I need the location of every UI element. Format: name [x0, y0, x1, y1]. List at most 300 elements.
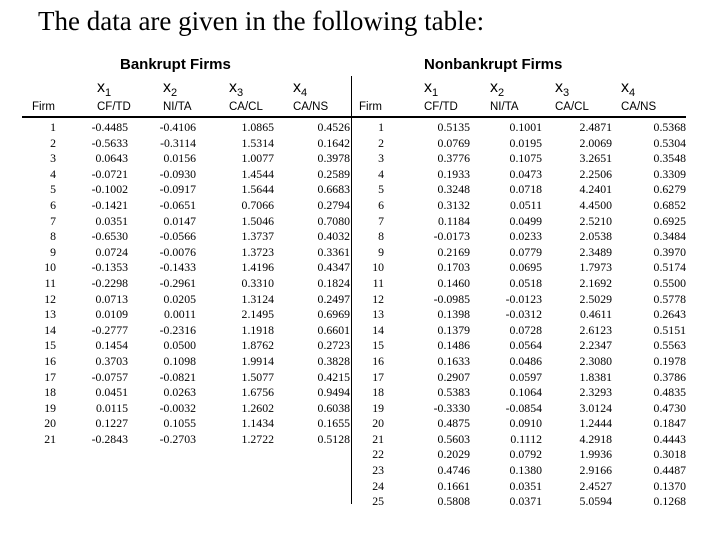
table-row [22, 136, 350, 152]
table-row [22, 338, 350, 354]
table-row [22, 370, 350, 386]
cftd-cell: 0.1460 [437, 275, 470, 290]
firm-cell: 3 [378, 151, 384, 166]
cans-cell: 0.2497 [317, 291, 350, 306]
cftd-cell: -0.1002 [91, 182, 128, 197]
cacl-cell: 1.6756 [241, 385, 274, 400]
nita-cell: -0.2961 [159, 275, 196, 290]
cacl-cell: 1.5644 [241, 182, 274, 197]
cacl-cell: 4.2918 [579, 431, 612, 446]
nita-cell: -0.0312 [505, 307, 542, 322]
nonbankrupt-group-title: Nonbankrupt Firms [424, 56, 563, 73]
cacl-cell: 2.1495 [241, 307, 274, 322]
table-row [352, 182, 686, 198]
firm-cell: 18 [44, 385, 56, 400]
nonbankrupt-var-x3: $x_3$ [555, 79, 570, 100]
cans-cell: 0.1370 [653, 478, 686, 493]
cans-cell: 0.6683 [317, 182, 350, 197]
cacl-cell: 1.5314 [241, 135, 274, 150]
cans-cell: 0.5128 [317, 431, 350, 446]
cacl-cell: 2.9166 [579, 463, 612, 478]
nonbankrupt-header-firm: Firm [359, 101, 382, 113]
nita-cell: 0.0499 [509, 213, 542, 228]
nita-cell: 0.0910 [509, 416, 542, 431]
cans-cell: 0.3786 [653, 369, 686, 384]
nita-cell: 0.1075 [509, 151, 542, 166]
table-row [352, 214, 686, 230]
firm-cell: 21 [372, 431, 384, 446]
cftd-cell: -0.1353 [91, 260, 128, 275]
cftd-cell: 0.1379 [437, 322, 470, 337]
table-row [352, 198, 686, 214]
firm-cell: 5 [378, 182, 384, 197]
nita-cell: -0.0930 [159, 166, 196, 181]
firm-cell: 14 [372, 322, 384, 337]
cftd-cell: 0.1633 [437, 353, 470, 368]
firm-cell: 4 [50, 166, 56, 181]
nonbankrupt-var-x2: $x_2$ [490, 79, 505, 100]
cftd-cell: 0.1184 [437, 213, 470, 228]
cacl-cell: 1.5046 [241, 213, 274, 228]
cacl-cell: 1.3124 [241, 291, 274, 306]
nonbankrupt-var-x4: $x_4$ [621, 79, 636, 100]
cacl-cell: 0.7066 [241, 197, 274, 212]
nita-cell: 0.0728 [509, 322, 542, 337]
nita-cell: -0.1433 [159, 260, 196, 275]
nita-cell: 0.0500 [163, 338, 196, 353]
cans-cell: 0.2643 [653, 307, 686, 322]
bankrupt-header-cacl: CA/CL [229, 101, 263, 113]
cftd-cell: 0.5603 [437, 431, 470, 446]
nita-cell: -0.0651 [159, 197, 196, 212]
nita-cell: 0.0564 [509, 338, 542, 353]
bankrupt-var-x4: $x_4$ [293, 79, 308, 100]
firm-cell: 9 [378, 244, 384, 259]
cacl-cell: 1.0865 [241, 120, 274, 134]
cftd-cell: -0.2298 [91, 275, 128, 290]
firm-cell: 22 [372, 447, 384, 462]
firm-cell: 20 [44, 416, 56, 431]
firm-cell: 12 [372, 291, 384, 306]
cftd-cell: 0.3132 [437, 197, 470, 212]
cacl-cell: 2.5029 [579, 291, 612, 306]
firm-cell: 14 [44, 322, 56, 337]
table-row [22, 198, 350, 214]
cftd-cell: 0.0451 [95, 385, 128, 400]
firm-cell: 19 [44, 400, 56, 415]
table-row [352, 370, 686, 386]
table-row [352, 401, 686, 417]
cftd-cell: -0.6530 [91, 229, 128, 244]
cftd-cell: -0.5633 [91, 135, 128, 150]
cacl-cell: 2.3080 [579, 353, 612, 368]
firm-cell: 6 [378, 197, 384, 212]
bankrupt-var-x2: $x_2$ [163, 79, 178, 100]
firm-cell: 23 [372, 463, 384, 478]
cftd-cell: 0.1227 [95, 416, 128, 431]
nita-cell: 0.0473 [509, 166, 542, 181]
table-row [22, 432, 350, 448]
table-row [352, 447, 686, 463]
firm-cell: 19 [372, 400, 384, 415]
table-row [22, 229, 350, 245]
cans-cell: 0.5500 [653, 275, 686, 290]
firm-cell: 15 [44, 338, 56, 353]
nita-cell: -0.0032 [159, 400, 196, 415]
cacl-cell: 1.2722 [241, 431, 274, 446]
table-row [22, 182, 350, 198]
cftd-cell: -0.2843 [91, 431, 128, 446]
cacl-cell: 1.4544 [241, 166, 274, 181]
nonbankrupt-table-body [352, 120, 686, 510]
firm-cell: 5 [50, 182, 56, 197]
nita-cell: 0.0156 [163, 151, 196, 166]
table-row [22, 323, 350, 339]
cacl-cell: 1.3737 [241, 229, 274, 244]
cacl-cell: 0.3310 [241, 275, 274, 290]
table-row [352, 292, 686, 308]
cans-cell: 0.3361 [317, 244, 350, 259]
bankrupt-var-x3: $x_3$ [229, 79, 244, 100]
cftd-cell: 0.0115 [95, 400, 128, 415]
bankrupt-group-title: Bankrupt Firms [120, 56, 231, 73]
cftd-cell: 0.1661 [437, 478, 470, 493]
cans-cell: 0.6279 [653, 182, 686, 197]
table-row [352, 432, 686, 448]
cans-cell: 0.6601 [317, 322, 350, 337]
table-row [22, 385, 350, 401]
table-row [352, 167, 686, 183]
cans-cell: 0.3970 [653, 244, 686, 259]
firm-cell: 25 [372, 494, 384, 509]
cans-cell: 0.3484 [653, 229, 686, 244]
cans-cell: 0.5304 [653, 135, 686, 150]
table-row [22, 354, 350, 370]
firm-cell: 17 [44, 369, 56, 384]
cacl-cell: 2.3489 [579, 244, 612, 259]
nita-cell: 0.1380 [509, 463, 542, 478]
cacl-cell: 2.0538 [579, 229, 612, 244]
cftd-cell: -0.4485 [91, 120, 128, 134]
cftd-cell: 0.4746 [437, 463, 470, 478]
cacl-cell: 1.0077 [241, 151, 274, 166]
bankrupt-header-firm: Firm [32, 101, 55, 113]
cans-cell: 0.6969 [317, 307, 350, 322]
nita-cell: 0.0195 [509, 135, 542, 150]
table-row [22, 214, 350, 230]
cftd-cell: -0.2777 [91, 322, 128, 337]
cans-cell: 0.3978 [317, 151, 350, 166]
firm-cell: 10 [372, 260, 384, 275]
firm-cell: 3 [50, 151, 56, 166]
firm-cell: 9 [50, 244, 56, 259]
cftd-cell: 0.5808 [437, 494, 470, 509]
firm-cell: 8 [50, 229, 56, 244]
cans-cell: 0.1268 [653, 494, 686, 509]
firm-cell: 24 [372, 478, 384, 493]
firm-cell: 1 [50, 120, 56, 134]
cacl-cell: 2.5210 [579, 213, 612, 228]
cacl-cell: 0.4611 [579, 307, 612, 322]
cans-cell: 0.5368 [653, 120, 686, 134]
cacl-cell: 1.7973 [579, 260, 612, 275]
firm-cell: 1 [378, 120, 384, 134]
header-rule [22, 116, 686, 118]
cftd-cell: -0.0721 [91, 166, 128, 181]
bankrupt-var-x1: $x_1$ [97, 79, 112, 100]
cacl-cell: 2.4527 [579, 478, 612, 493]
cans-cell: 0.6038 [317, 400, 350, 415]
cacl-cell: 2.0069 [579, 135, 612, 150]
cans-cell: 0.4443 [653, 431, 686, 446]
nita-cell: 0.0695 [509, 260, 542, 275]
bankrupt-header-nita: NI/TA [163, 101, 192, 113]
cans-cell: 0.4032 [317, 229, 350, 244]
nita-cell: -0.0123 [505, 291, 542, 306]
cans-cell: 0.1978 [653, 353, 686, 368]
cftd-cell: 0.0351 [95, 213, 128, 228]
table-row [22, 151, 350, 167]
table-row [22, 401, 350, 417]
nita-cell: -0.3114 [160, 135, 196, 150]
nita-cell: 0.1112 [510, 431, 542, 446]
table-row [352, 463, 686, 479]
cftd-cell: 0.1486 [437, 338, 470, 353]
cans-cell: 0.9494 [317, 385, 350, 400]
cans-cell: 0.2794 [317, 197, 350, 212]
cans-cell: 0.1847 [653, 416, 686, 431]
nita-cell: 0.1064 [509, 385, 542, 400]
nita-cell: -0.0566 [159, 229, 196, 244]
cacl-cell: 4.4500 [579, 197, 612, 212]
cftd-cell: 0.1933 [437, 166, 470, 181]
table-row [352, 136, 686, 152]
cacl-cell: 1.3723 [241, 244, 274, 259]
firm-cell: 4 [378, 166, 384, 181]
cacl-cell: 1.8762 [241, 338, 274, 353]
nita-cell: 0.0792 [509, 447, 542, 462]
nita-cell: -0.2703 [159, 431, 196, 446]
firm-cell: 16 [44, 353, 56, 368]
firm-cell: 11 [44, 275, 56, 290]
cans-cell: 0.5778 [653, 291, 686, 306]
cftd-cell: 0.0769 [437, 135, 470, 150]
nita-cell: 0.0518 [509, 275, 542, 290]
firm-cell: 13 [44, 307, 56, 322]
cftd-cell: 0.1398 [437, 307, 470, 322]
cans-cell: 0.3828 [317, 353, 350, 368]
cftd-cell: -0.0985 [433, 291, 470, 306]
cans-cell: 0.7080 [317, 213, 350, 228]
firm-cell: 17 [372, 369, 384, 384]
nita-cell: -0.0076 [159, 244, 196, 259]
table-row [22, 307, 350, 323]
nita-cell: 0.0233 [509, 229, 542, 244]
cftd-cell: 0.5135 [437, 120, 470, 134]
cacl-cell: 2.6123 [579, 322, 612, 337]
cftd-cell: -0.0757 [91, 369, 128, 384]
bankrupt-header-cans: CA/NS [293, 101, 329, 113]
table-row [352, 307, 686, 323]
cftd-cell: 0.2169 [437, 244, 470, 259]
bankrupt-header-cftd: CF/TD [97, 101, 131, 113]
firm-cell: 8 [378, 229, 384, 244]
table-row [352, 416, 686, 432]
table-row [22, 167, 350, 183]
nita-cell: 0.0511 [509, 197, 542, 212]
cacl-cell: 1.1918 [241, 322, 274, 337]
cans-cell: 0.6852 [653, 197, 686, 212]
cftd-cell: 0.1454 [95, 338, 128, 353]
cftd-cell: -0.0173 [433, 229, 470, 244]
table-row [22, 292, 350, 308]
firm-cell: 7 [50, 213, 56, 228]
nonbankrupt-header-cacl: CA/CL [555, 101, 589, 113]
cacl-cell: 3.0124 [579, 400, 612, 415]
table-row [22, 260, 350, 276]
firm-cell: 21 [44, 431, 56, 446]
table-row [352, 260, 686, 276]
cans-cell: 0.3548 [653, 151, 686, 166]
nonbankrupt-header-nita: NI/TA [490, 101, 519, 113]
table-row [352, 338, 686, 354]
firm-cell: 13 [372, 307, 384, 322]
firm-cell: 2 [378, 135, 384, 150]
cans-cell: 0.4835 [653, 385, 686, 400]
cacl-cell: 1.5077 [241, 369, 274, 384]
cans-cell: 0.1824 [317, 275, 350, 290]
nita-cell: 0.0371 [509, 494, 542, 509]
nita-cell: -0.4106 [159, 120, 196, 134]
nonbankrupt-var-x1: $x_1$ [424, 79, 439, 100]
cftd-cell: 0.0109 [95, 307, 128, 322]
cans-cell: 0.4730 [653, 400, 686, 415]
nita-cell: 0.1098 [163, 353, 196, 368]
nita-cell: 0.0263 [163, 385, 196, 400]
cacl-cell: 2.3293 [579, 385, 612, 400]
table-row [22, 245, 350, 261]
cans-cell: 0.1642 [317, 135, 350, 150]
table-row [352, 479, 686, 495]
nonbankrupt-table [352, 120, 686, 510]
cftd-cell: 0.3248 [437, 182, 470, 197]
nita-cell: 0.0718 [509, 182, 542, 197]
nita-cell: -0.0917 [159, 182, 196, 197]
table-row [352, 354, 686, 370]
cans-cell: 0.1655 [317, 416, 350, 431]
table-row [352, 229, 686, 245]
bankrupt-table-body [22, 120, 350, 447]
nita-cell: -0.2316 [159, 322, 196, 337]
nita-cell: 0.0011 [163, 307, 196, 322]
cans-cell: 0.3018 [653, 447, 686, 462]
firm-cell: 10 [44, 260, 56, 275]
cans-cell: 0.4526 [317, 120, 350, 134]
cans-cell: 0.2723 [317, 338, 350, 353]
firm-cell: 15 [372, 338, 384, 353]
cans-cell: 0.3309 [653, 166, 686, 181]
cftd-cell: 0.0724 [95, 244, 128, 259]
cacl-cell: 1.4196 [241, 260, 274, 275]
nita-cell: 0.0779 [509, 244, 542, 259]
cacl-cell: 1.2602 [241, 400, 274, 415]
cans-cell: 0.5174 [653, 260, 686, 275]
nita-cell: 0.0205 [163, 291, 196, 306]
cftd-cell: 0.3776 [437, 151, 470, 166]
firm-cell: 16 [372, 353, 384, 368]
table-row [352, 276, 686, 292]
nita-cell: -0.0854 [505, 400, 542, 415]
firm-cell: 18 [372, 385, 384, 400]
bankrupt-table [22, 120, 350, 447]
cacl-cell: 1.9936 [579, 447, 612, 462]
cftd-cell: 0.1703 [437, 260, 470, 275]
nonbankrupt-header-cftd: CF/TD [424, 101, 458, 113]
firm-cell: 2 [50, 135, 56, 150]
nita-cell: 0.0486 [509, 353, 542, 368]
table-row [352, 385, 686, 401]
cftd-cell: 0.2029 [437, 447, 470, 462]
table-row [352, 245, 686, 261]
table-row [22, 416, 350, 432]
cans-cell: 0.4487 [653, 463, 686, 478]
table-row [22, 276, 350, 292]
cacl-cell: 2.2506 [579, 166, 612, 181]
firm-cell: 12 [44, 291, 56, 306]
cans-cell: 0.2589 [317, 166, 350, 181]
nita-cell: 0.0597 [509, 369, 542, 384]
firm-cell: 6 [50, 197, 56, 212]
table-row [22, 120, 350, 136]
table-row [352, 494, 686, 510]
nonbankrupt-header-cans: CA/NS [621, 101, 657, 113]
cftd-cell: 0.0713 [95, 291, 128, 306]
cans-cell: 0.4215 [317, 369, 350, 384]
cacl-cell: 2.1692 [579, 275, 612, 290]
nita-cell: 0.1055 [163, 416, 196, 431]
nita-cell: 0.1001 [509, 120, 542, 134]
cacl-cell: 1.1434 [241, 416, 274, 431]
table-row [352, 120, 686, 136]
nita-cell: -0.0821 [159, 369, 196, 384]
firm-cell: 20 [372, 416, 384, 431]
cans-cell: 0.5151 [653, 322, 686, 337]
page-title: The data are given in the following table: [38, 6, 485, 36]
cacl-cell: 2.4871 [579, 120, 612, 134]
cftd-cell: 0.5383 [437, 385, 470, 400]
cacl-cell: 1.9914 [241, 353, 274, 368]
cans-cell: 0.5563 [653, 338, 686, 353]
cftd-cell: -0.1421 [91, 197, 128, 212]
cans-cell: 0.6925 [653, 213, 686, 228]
cftd-cell: 0.4875 [437, 416, 470, 431]
cacl-cell: 4.2401 [579, 182, 612, 197]
cftd-cell: 0.2907 [437, 369, 470, 384]
firm-cell: 11 [372, 275, 384, 290]
firm-cell: 7 [378, 213, 384, 228]
cftd-cell: 0.0643 [95, 151, 128, 166]
cftd-cell: -0.3330 [433, 400, 470, 415]
nita-cell: 0.0147 [163, 213, 196, 228]
nita-cell: 0.0351 [509, 478, 542, 493]
cacl-cell: 1.8381 [579, 369, 612, 384]
cftd-cell: 0.3703 [95, 353, 128, 368]
cacl-cell: 5.0594 [579, 494, 612, 509]
cacl-cell: 2.2347 [579, 338, 612, 353]
table-row [352, 151, 686, 167]
cacl-cell: 3.2651 [579, 151, 612, 166]
table-row [352, 323, 686, 339]
